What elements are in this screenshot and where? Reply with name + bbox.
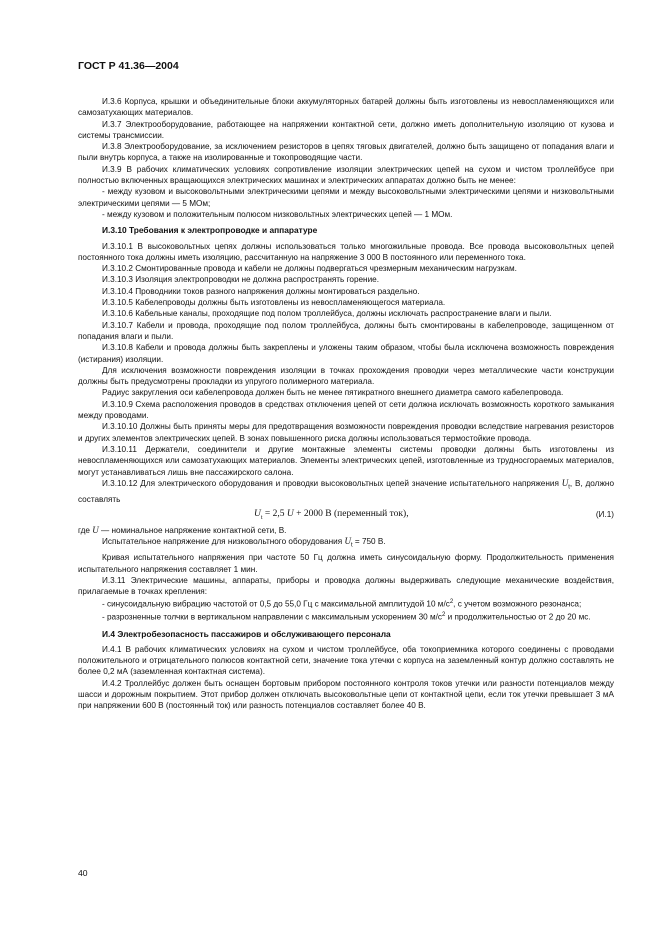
formula-number: (И.1) bbox=[595, 510, 614, 520]
paragraph: И.3.11 Электрические машины, аппараты, приборы и проводка должны выдерживать следующие механические воздействия, прилагаемые в точках крепления: bbox=[78, 575, 614, 597]
superscript: 2 bbox=[449, 599, 454, 606]
symbol-u: U bbox=[286, 509, 294, 520]
text-run: И.3.10.12 Для электрического оборудования и проводки высоковольтных цепей значение испытательного напряжения bbox=[102, 478, 559, 488]
formula-expression bbox=[254, 509, 409, 524]
symbol-u: U bbox=[344, 536, 351, 547]
formula-part: = 2,5 bbox=[264, 509, 285, 520]
text-run: где bbox=[78, 526, 90, 536]
paragraph: И.3.8 Электрооборудование, за исключением резисторов в цепях тяговых двигателей, должно быть защищено от попадания влаги и пыли внутрь корпуса, а также на изолированные и токопроводящие части. bbox=[78, 142, 614, 163]
paragraph: И.3.10.5 Кабелепроводы должны быть изготовлены из невоспламеняющегося материала. bbox=[102, 298, 446, 308]
subscript-t: t bbox=[260, 514, 263, 521]
symbol-u: U bbox=[561, 477, 569, 488]
text-run: и продолжительностью от 2 до 20 мс. bbox=[445, 613, 591, 623]
formula-i1 bbox=[78, 508, 614, 523]
list-item: - между кузовом и высоковольтными электрическими цепями и между высоковольтными электрическими цепями и низковольтными электрическими цепями — 5 МОм; bbox=[78, 187, 614, 208]
subscript-t: t bbox=[568, 484, 570, 491]
section-heading: И.3.10 Требования к электропроводке и аппаратуре bbox=[102, 225, 318, 236]
superscript: 2 bbox=[442, 612, 446, 619]
paragraph: И.3.6 Корпуса, крышки и объединительные блоки аккумуляторных батарей должны быть изготовлены из невоспламеняющихся или самозатухающих материалов. bbox=[78, 97, 614, 118]
list-item: - между кузовом и положительным полюсом низковольтных электрических цепей — 1 МОм. bbox=[102, 209, 453, 219]
text-run: — номинальное напряжение контактной сети, В. bbox=[101, 526, 287, 536]
paragraph bbox=[78, 525, 614, 536]
text-run: Испытательное напряжение для низковольтного оборудования bbox=[102, 537, 343, 547]
paragraph: И.3.9 В рабочих климатических условиях сопротивление изоляции электрических цепей на сухом и чистом троллейбусе при полностью включенных вращающихся электрических машинах и электрических аппаратах должно быть не менее: bbox=[78, 164, 614, 186]
list-item bbox=[78, 597, 614, 610]
paragraph: И.3.7 Электрооборудование, работающее на напряжении контактной сети, должно иметь дополнительную изоляцию от кузова и системы трансмиссии. bbox=[78, 119, 614, 140]
paragraph: И.3.10.10 Должны быть приняты меры для предотвращения возможности повреждения проводки вследствие нагревания резисторов и других элементов электрических цепей. В зонах повышенного риска должны использоваться термостойкие провода. bbox=[78, 422, 614, 443]
paragraph: И.3.10.4 Проводники токов разного напряжения должны монтироваться раздельно. bbox=[102, 286, 420, 296]
paragraph: И.3.10.3 Изоляция электропроводки не должна распространять горение. bbox=[102, 275, 379, 285]
section-heading: И.4 Электробезопасность пассажиров и обслуживающего персонала bbox=[102, 628, 391, 639]
text-run: - разрозненные толчки в вертикальном направлении с максимальным ускорением 30 м/с bbox=[102, 613, 443, 623]
page-number: 40 bbox=[78, 868, 88, 878]
paragraph: И.4.1 В рабочих климатических условиях на сухом и чистом троллейбусе, оба токоприемника которого соединены с проводами положительного и отрицательного полюсов контактной сети, значение тока утечки с корпуса на заземленный контур должно составлять не более 0,2 мА (заземленная контактная система). bbox=[78, 644, 614, 677]
standard-header: ГОСТ Р 41.36—2004 bbox=[78, 60, 179, 72]
list-item bbox=[78, 610, 614, 623]
formula-part: + 2000 В (переменный ток), bbox=[296, 509, 409, 520]
paragraph: И.3.10.9 Схема расположения проводов в средствах отключения цепей от сети должна исключать возможность короткого замыкания между проводами. bbox=[78, 399, 614, 421]
paragraph: Кривая испытательного напряжения при частоте 50 Гц должна иметь синусоидальную форму. Продолжительность применения испытательного напряжения составляет 1 мин. bbox=[78, 553, 614, 574]
document-body bbox=[78, 96, 614, 712]
paragraph: И.3.10.11 Держатели, соединители и другие монтажные элементы системы проводки должны быть изготовлены из невоспламеняющихся или самозатухающих материалов. Элементы электрических цепей, изготовленные из трудносгораемых материалов, могут устанавливаться лишь вне пассажирского салона. bbox=[78, 444, 614, 477]
symbol-u: U bbox=[92, 525, 99, 536]
paragraph: Для исключения возможности повреждения изоляции в точках прохождения проводки через металлические части конструкции должны быть предусмотрены прокладки из упругого полимерного материала. bbox=[78, 365, 614, 387]
text-run: = 750 В. bbox=[354, 537, 386, 547]
paragraph: Радиус закругления оси кабелепровода должен быть не менее пятикратного внешнего диаметра самого кабелепровода. bbox=[102, 388, 564, 398]
paragraph bbox=[78, 478, 614, 505]
paragraph: И.3.10.8 Кабели и провода должны быть закреплены и уложены таким образом, чтобы была исключена возможность повреждения (истирания) изоляции. bbox=[78, 343, 614, 364]
paragraph: И.3.10.1 В высоковольтных цепях должны использоваться только многожильные провода. Все провода высоковольтных цепей постоянного тока должны иметь изоляцию, рассчитанную на напряжение 3 000 В постоянного или переменного тока. bbox=[78, 241, 614, 262]
text-run: , В, должно составлять bbox=[78, 478, 615, 504]
symbol-u: U bbox=[254, 509, 261, 520]
text-run: , с учетом возможного резонанса; bbox=[453, 600, 582, 610]
paragraph bbox=[78, 536, 614, 552]
paragraph: И.3.10.2 Смонтированные провода и кабели не должны подвергаться чрезмерным механическим нагрузкам. bbox=[102, 264, 517, 274]
paragraph: И.3.10.7 Кабели и провода, проходящие под полом троллейбуса, должны быть смонтированы в кабелепроводе, защищенном от попадания влаги и пыли. bbox=[78, 320, 614, 341]
subscript-t: t bbox=[350, 542, 353, 549]
paragraph: И.4.2 Троллейбус должен быть оснащен бортовым прибором постоянного контроля токов утечки или разности потенциалов между шасси и дорожным покрытием. Этот прибор должен отключать высоковольтные цепи от контактной цепи, если ток утечки превышает 3 мА при напряжении 600 В (постоянный ток) или разность потенциалов составляет более 40 В. bbox=[78, 678, 614, 711]
text-run: - синусоидальную вибрацию частотой от 0,5 до 55,0 Гц с максимальной амплитудой 10 м/с bbox=[102, 600, 450, 610]
paragraph: И.3.10.6 Кабельные каналы, проходящие под полом троллейбуса, должны исключать распространение влаги и пыли. bbox=[102, 309, 552, 319]
